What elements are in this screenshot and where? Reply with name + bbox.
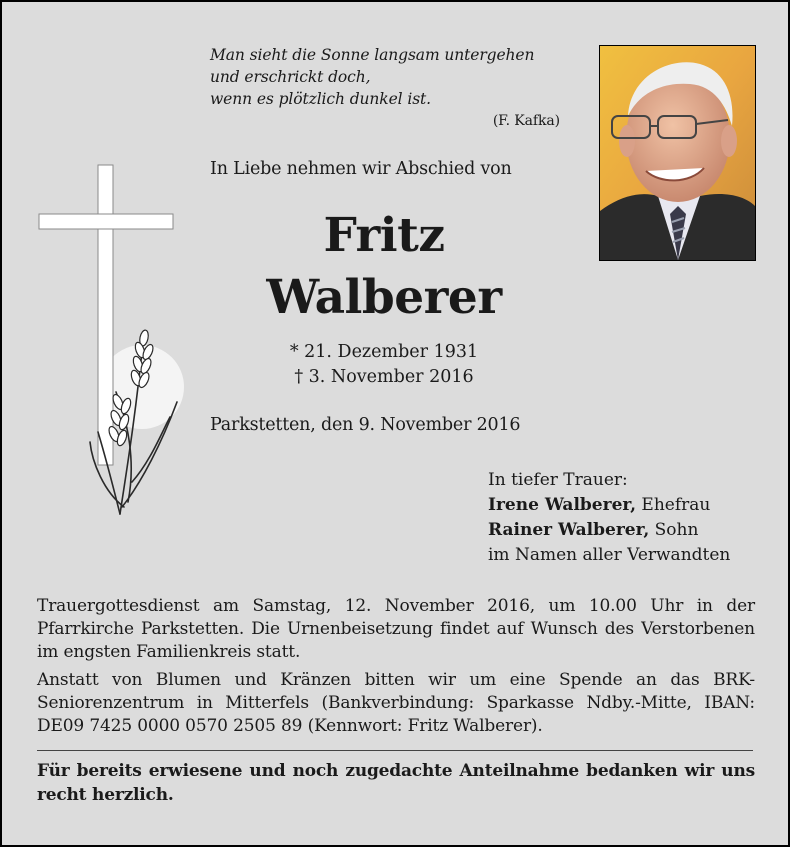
- mourners-heading: In tiefer Trauer:: [488, 470, 628, 490]
- notice-body: [37, 595, 755, 743]
- mourners-block: [488, 468, 778, 568]
- donation-paragraph: Anstatt von Blumen und Kränzen bitten wir um eine Spende an das BRK-Seniorenzentrum in Mitterfels (Bankverbindung: Sparkasse Ndby.-Mitte, IBAN: DE09 7425 0000 0570 2505 89 (Kennwort: Fritz Walberer).: [37, 670, 755, 736]
- mourner-relation: Ehefrau: [636, 495, 711, 515]
- service-paragraph: Trauergottesdienst am Samstag, 12. November 2016, um 10.00 Uhr in der Pfarrkirche Parkstetten. Die Urnenbeisetzung findet auf Wunsch des Verstorbenen im engsten Familienkreis statt.: [37, 596, 755, 662]
- portrait-photo: [599, 45, 756, 261]
- mourner-name: Rainer Walberer,: [488, 520, 650, 540]
- life-dates: [210, 340, 558, 390]
- deceased-last-name: Walberer: [266, 270, 502, 325]
- intro-text: In Liebe nehmen wir Abschied von: [210, 159, 512, 179]
- birth-date: * 21. Dezember 1931: [289, 342, 479, 362]
- mourner-name: Irene Walberer,: [488, 495, 637, 515]
- mourners-closing: im Namen aller Verwandten: [488, 545, 731, 565]
- quote-author: (F. Kafka): [492, 113, 560, 129]
- quote-line: und erschrickt doch,: [210, 68, 371, 86]
- quote-line: Man sieht die Sonne langsam untergehen: [210, 46, 535, 64]
- kafka-quote: [210, 44, 570, 132]
- place-and-date: Parkstetten, den 9. November 2016: [210, 415, 521, 435]
- divider: [37, 750, 753, 751]
- mourner-row: [488, 493, 778, 518]
- mourner-relation: Sohn: [649, 520, 699, 540]
- mourner-row: [488, 518, 778, 543]
- cross-with-wheat-icon: [32, 162, 192, 522]
- deceased-first-name: Fritz: [323, 208, 445, 263]
- thanks-paragraph: Für bereits erwiesene und noch zugedachte Anteilnahme bedanken wir uns recht herzlich.: [37, 761, 755, 805]
- quote-line: wenn es plötzlich dunkel ist.: [210, 90, 432, 108]
- death-date: † 3. November 2016: [294, 367, 474, 387]
